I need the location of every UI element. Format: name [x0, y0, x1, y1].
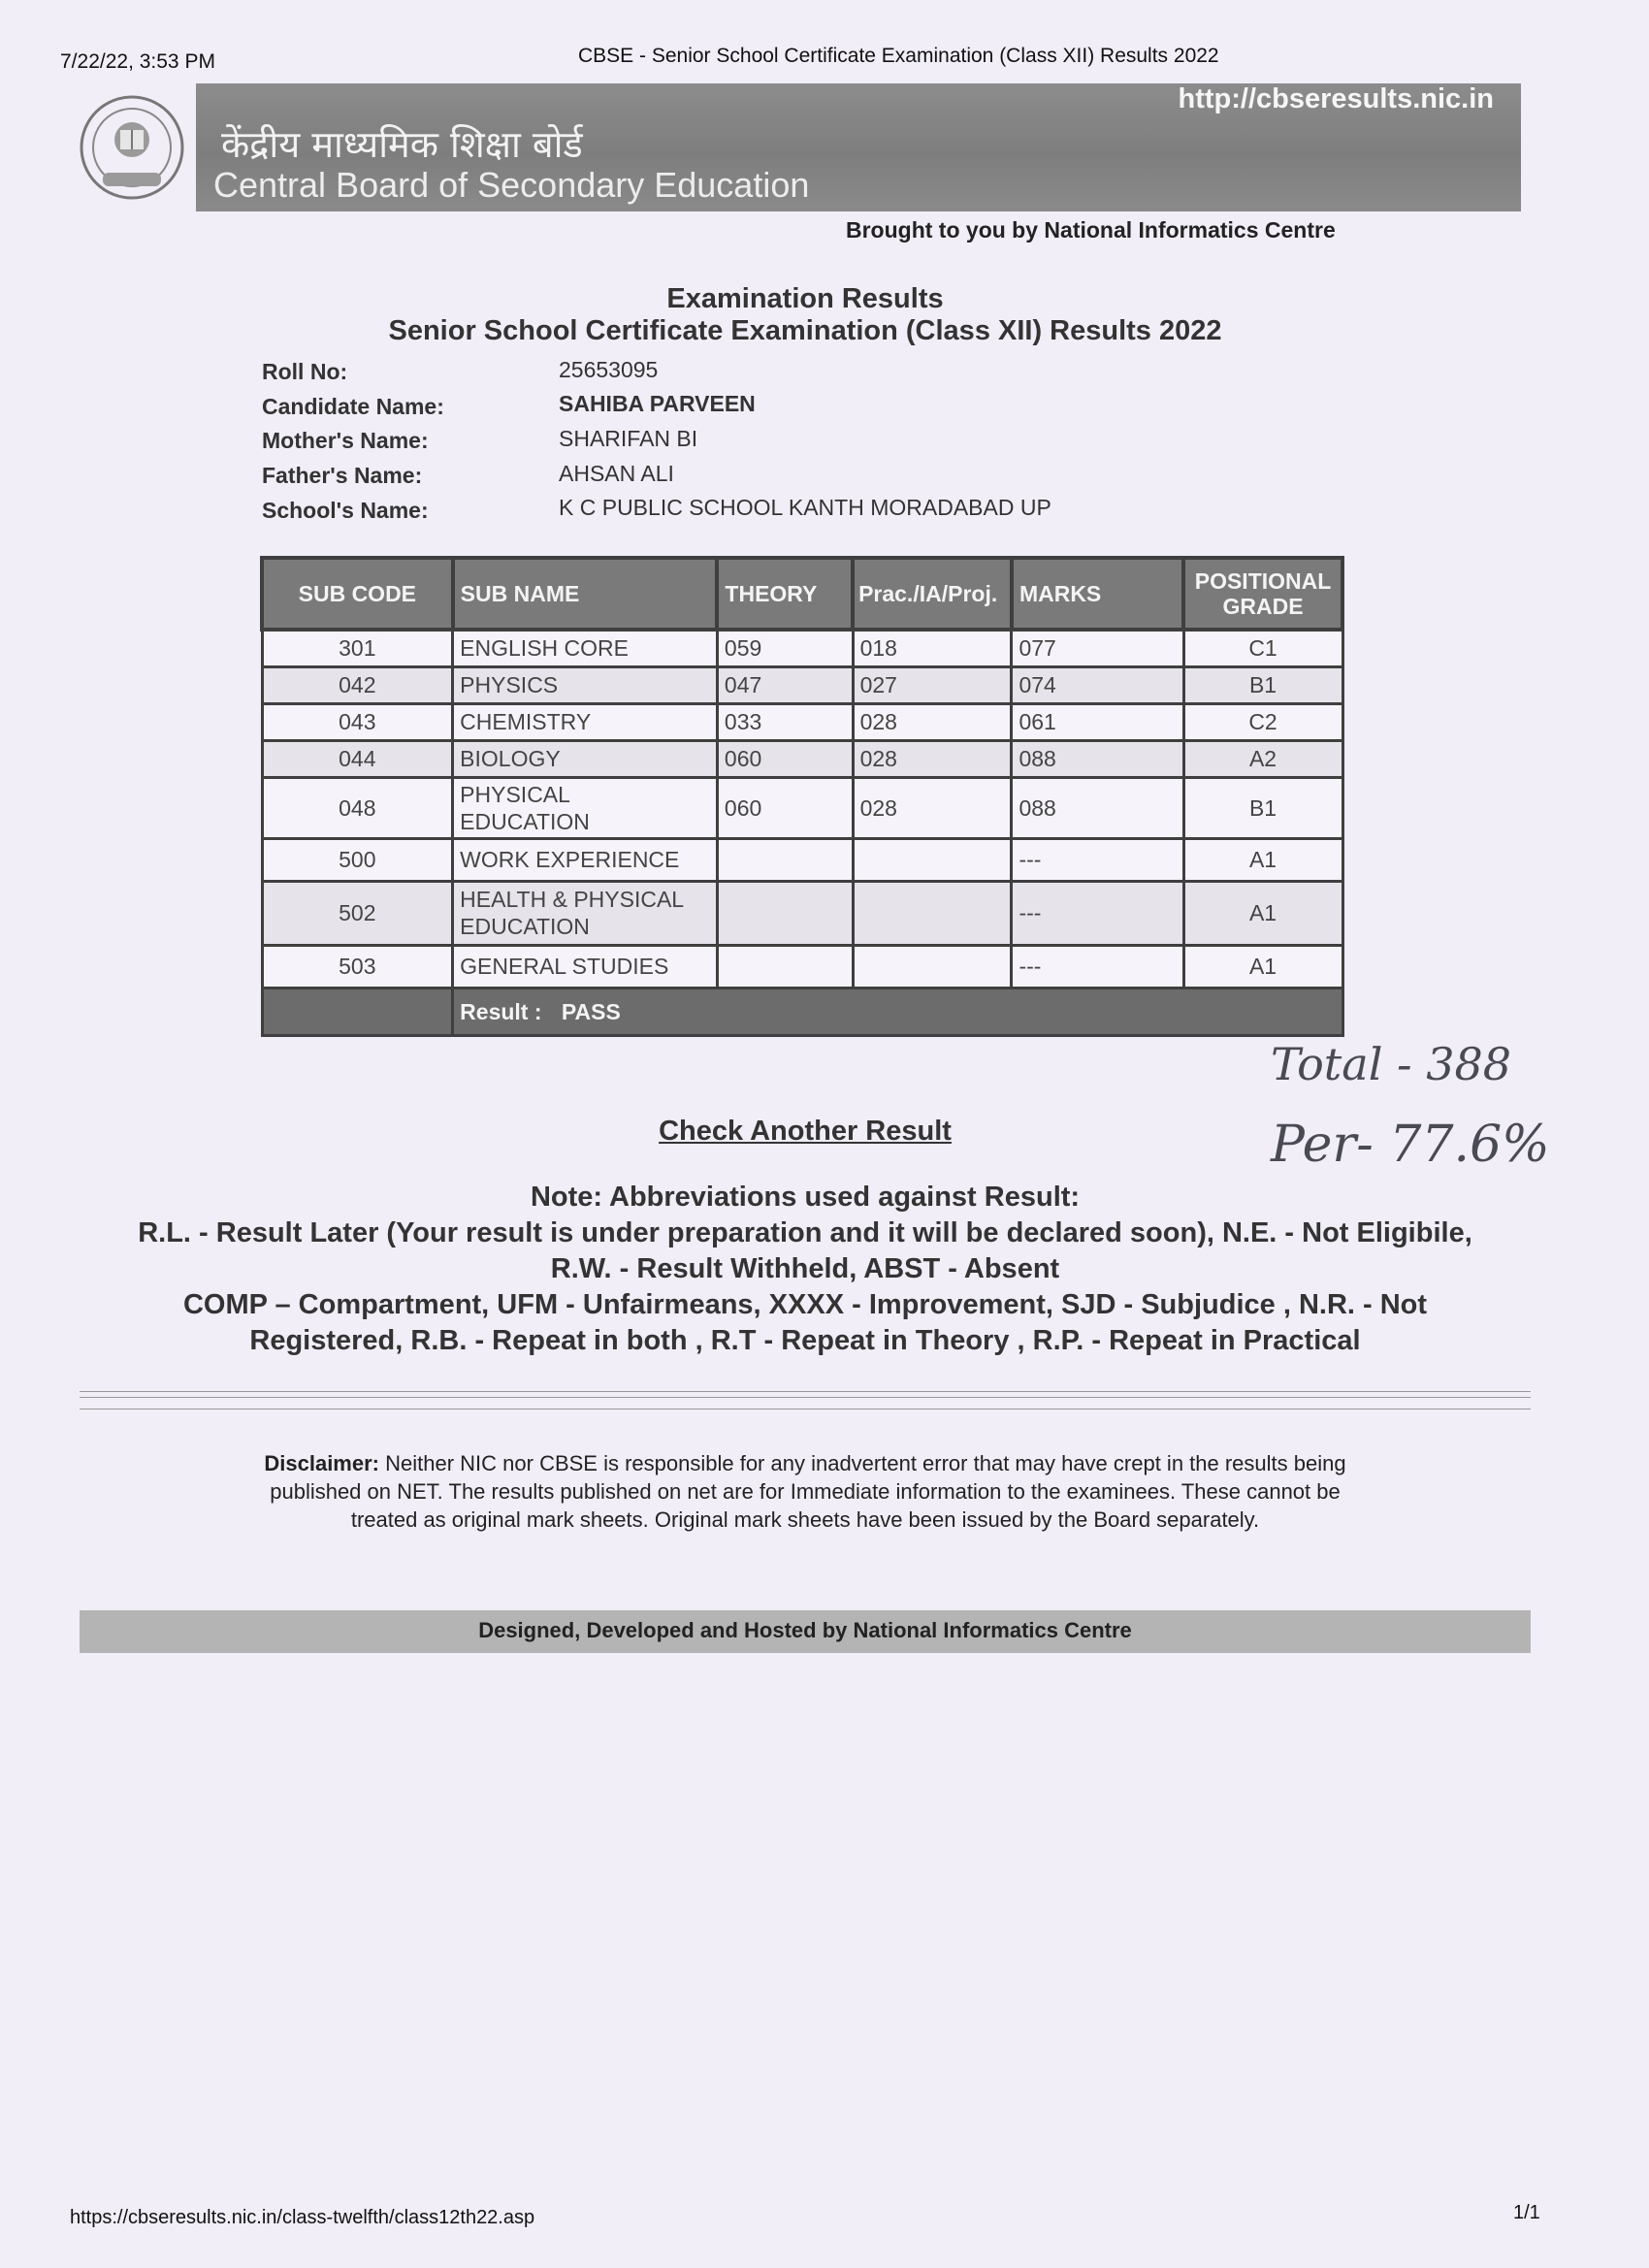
prac-marks: [853, 945, 1012, 988]
prac-marks: 028: [853, 740, 1012, 777]
theory-marks: 059: [717, 630, 853, 666]
col-grade-line2: GRADE: [1222, 594, 1304, 619]
candidate-name-value: SAHIBA PARVEEN: [559, 391, 756, 416]
handwritten-percentage: Per- 77.6%: [1271, 1116, 1550, 1174]
sub-name: [453, 881, 718, 945]
roll-no-label: Roll No:: [262, 359, 348, 384]
total-marks: 088: [1012, 777, 1183, 838]
cbse-emblem-icon: [78, 91, 186, 208]
result-row: [262, 988, 1342, 1035]
positional-grade: A1: [1183, 881, 1342, 945]
brought-by: Brought to you by National Informatics Centre: [846, 217, 1336, 243]
theory-marks: 047: [717, 666, 853, 703]
prac-marks: 028: [853, 777, 1012, 838]
candidate-name-label: Candidate Name:: [262, 394, 444, 419]
board-title-hindi: केंद्रीय माध्यमिक शिक्षा बोर्ड: [221, 123, 583, 166]
mother-name-label: Mother's Name:: [262, 428, 429, 453]
table-row: [262, 838, 1342, 881]
col-sub-name: SUB NAME: [453, 558, 718, 630]
divider: [80, 1397, 1531, 1398]
table-row: [262, 630, 1342, 666]
sub-code: 043: [262, 703, 453, 740]
theory-marks: [717, 881, 853, 945]
sub-name: BIOLOGY: [453, 740, 718, 777]
theory-marks: [717, 945, 853, 988]
positional-grade: C2: [1183, 703, 1342, 740]
positional-grade: A1: [1183, 945, 1342, 988]
prac-marks: [853, 881, 1012, 945]
note-line-1: R.L. - Result Later (Your result is under preparation and it will be declared soon), N.E. - Not Eligibile,: [138, 1217, 1472, 1248]
table-row: [262, 881, 1342, 945]
note-line-3: COMP – Compartment, UFM - Unfairmeans, XXXX - Improvement, SJD - Subjudice , N.R. - Not: [182, 1289, 1428, 1320]
prac-marks: [853, 838, 1012, 881]
results-table: [260, 556, 1344, 1037]
col-grade: [1183, 558, 1342, 630]
positional-grade: B1: [1183, 777, 1342, 838]
sub-code: 048: [262, 777, 453, 838]
total-marks: ---: [1012, 838, 1183, 881]
result-spacer: [262, 988, 453, 1035]
sub-name-line2: EDUCATION: [460, 808, 590, 834]
handwritten-total: Total - 388: [1271, 1038, 1512, 1090]
result-cell: [453, 988, 1342, 1035]
sub-name: PHYSICS: [453, 666, 718, 703]
table-row: [262, 703, 1342, 740]
prac-marks: 018: [853, 630, 1012, 666]
col-marks: MARKS: [1012, 558, 1183, 630]
col-grade-line1: POSITIONAL: [1194, 568, 1332, 594]
col-theory: THEORY: [717, 558, 853, 630]
sub-name: ENGLISH CORE: [453, 630, 718, 666]
check-another-result-link[interactable]: Check Another Result: [659, 1116, 952, 1147]
school-name-label: School's Name:: [262, 498, 429, 523]
total-marks: ---: [1012, 881, 1183, 945]
disclaimer-label: Disclaimer:: [264, 1451, 379, 1475]
positional-grade: A1: [1183, 838, 1342, 881]
site-url[interactable]: http://cbseresults.nic.in: [1178, 83, 1494, 114]
positional-grade: C1: [1183, 630, 1342, 666]
result-label: Result :: [460, 998, 542, 1024]
total-marks: ---: [1012, 945, 1183, 988]
result-value: PASS: [561, 998, 621, 1024]
col-sub-code: SUB CODE: [262, 558, 453, 630]
note-line-4: Registered, R.B. - Repeat in both , R.T - Repeat in Theory , R.P. - Repeat in Practical: [249, 1325, 1361, 1356]
sub-code: 042: [262, 666, 453, 703]
total-marks: 061: [1012, 703, 1183, 740]
total-marks: 074: [1012, 666, 1183, 703]
note-title: Note: Abbreviations used against Result:: [530, 1182, 1081, 1213]
sub-name: [453, 777, 718, 838]
sub-code: 502: [262, 881, 453, 945]
table-header-row: [262, 558, 1342, 630]
print-page-title: CBSE - Senior School Certificate Examination (Class XII) Results 2022: [578, 45, 1219, 67]
school-name-value: K C PUBLIC SCHOOL KANTH MORADABAD UP: [559, 495, 1051, 520]
positional-grade: A2: [1183, 740, 1342, 777]
mother-name-value: SHARIFAN BI: [559, 426, 698, 451]
father-name-label: Father's Name:: [262, 463, 423, 488]
sub-name-line1: HEALTH & PHYSICAL: [460, 887, 685, 912]
sub-code: 500: [262, 838, 453, 881]
positional-grade: B1: [1183, 666, 1342, 703]
sub-name: WORK EXPERIENCE: [453, 838, 718, 881]
sub-name: GENERAL STUDIES: [453, 945, 718, 988]
total-marks: 088: [1012, 740, 1183, 777]
print-url: https://cbseresults.nic.in/class-twelfth/class12th22.asp: [70, 2207, 535, 2228]
divider: [80, 1391, 1531, 1392]
prac-marks: 027: [853, 666, 1012, 703]
roll-no-value: 25653095: [559, 357, 659, 382]
page-heading: Examination Results: [666, 283, 944, 314]
col-prac: Prac./IA/Proj.: [853, 558, 1012, 630]
table-row: [262, 666, 1342, 703]
theory-marks: [717, 838, 853, 881]
sub-code: 044: [262, 740, 453, 777]
board-title-english: Central Board of Secondary Education: [213, 165, 810, 205]
exam-title: Senior School Certificate Examination (Class XII) Results 2022: [388, 315, 1222, 346]
print-page-number: 1/1: [1513, 2202, 1540, 2223]
theory-marks: 033: [717, 703, 853, 740]
disclaimer-text: Neither NIC nor CBSE is responsible for any inadvertent error that may have crept in the results being published on NET. The results published on net are for Immediate information to the examinees. These cannot be treated as original mark sheets. Original mark sheets have been issued by the Board separately.: [270, 1451, 1346, 1532]
sub-code: 503: [262, 945, 453, 988]
footer-credit: Designed, Developed and Hosted by National Informatics Centre: [80, 1610, 1531, 1653]
sub-name: CHEMISTRY: [453, 703, 718, 740]
sub-name-line2: EDUCATION: [460, 914, 590, 939]
table-row: [262, 945, 1342, 988]
header-banner: [196, 83, 1521, 211]
note-line-2: R.W. - Result Withheld, ABST - Absent: [550, 1253, 1060, 1284]
table-row: [262, 777, 1342, 838]
table-row: [262, 740, 1342, 777]
disclaimer: [262, 1449, 1348, 1534]
prac-marks: 028: [853, 703, 1012, 740]
sub-name-line1: PHYSICAL: [460, 781, 570, 807]
theory-marks: 060: [717, 777, 853, 838]
father-name-value: AHSAN ALI: [559, 461, 674, 486]
print-datetime: 7/22/22, 3:53 PM: [60, 50, 215, 73]
theory-marks: 060: [717, 740, 853, 777]
sub-code: 301: [262, 630, 453, 666]
total-marks: 077: [1012, 630, 1183, 666]
